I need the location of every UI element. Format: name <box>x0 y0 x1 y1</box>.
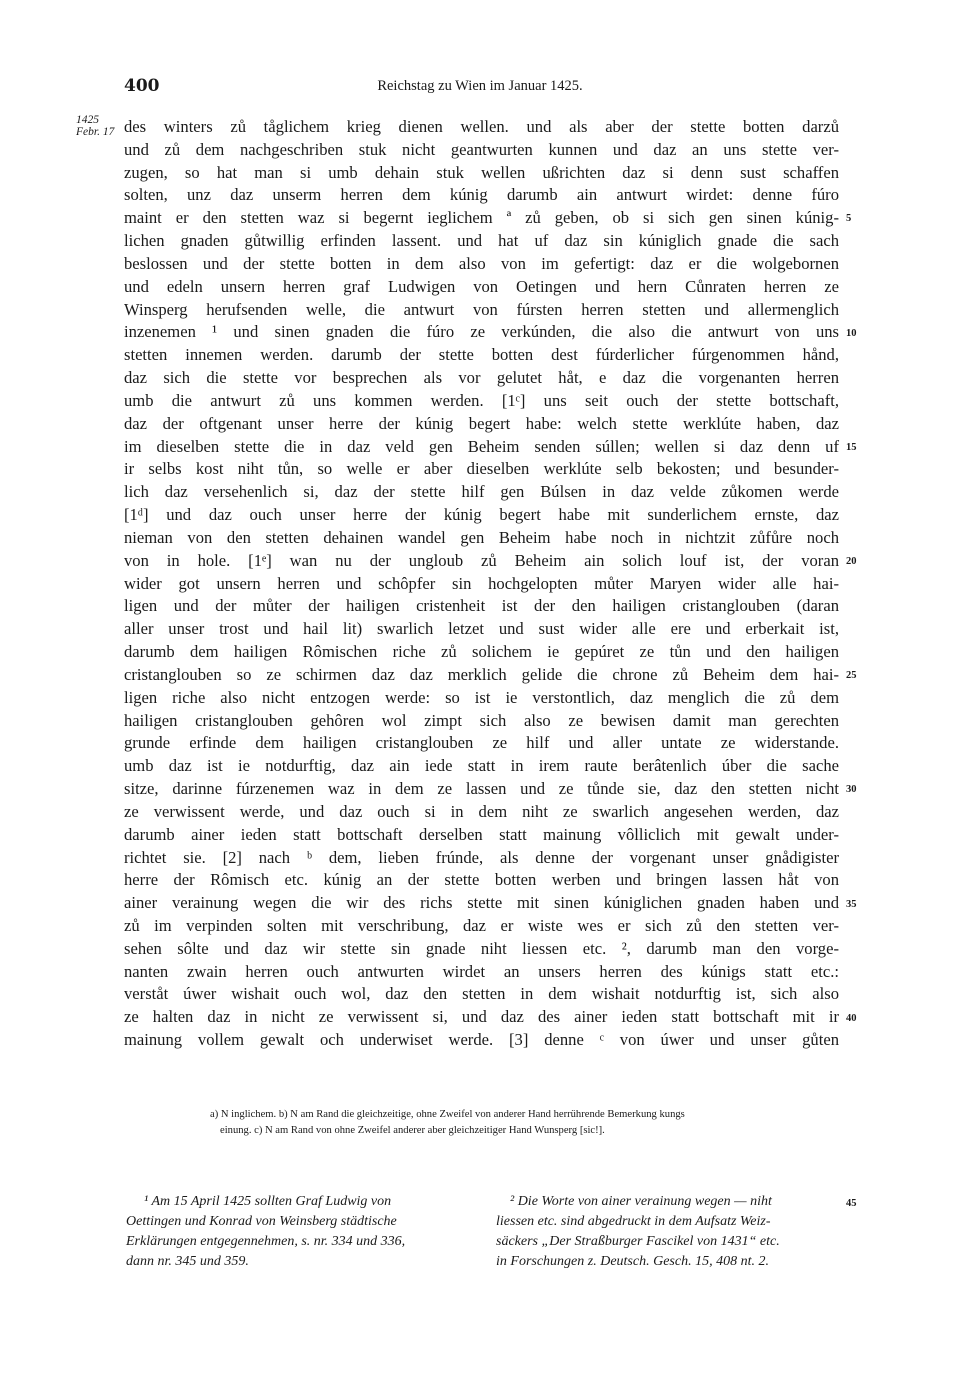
text-line: lich daz versehenlich si, daz der stette hilf gen Búlsen in daz velde zůkomen werde <box>124 482 839 502</box>
footnote-line: Erklärungen entgegennehmen, s. nr. 334 und 336, <box>126 1234 406 1249</box>
line-number: 30 <box>846 784 857 796</box>
text-line: sehen sôlte und daz wir stette sin gnade niht liessen etc. ², darumb man den vorge- <box>124 938 839 958</box>
text-line: zugen, so hat man si umb dehain stuk wellen ußrichten daz si denn sust schaffen <box>124 162 839 182</box>
text-line: ir selbs kost niht tůn, so welle er aber dieselben werklúte selb bekosten; und besunder- <box>124 459 839 479</box>
text-line: beslossen und der stette botten in dem also von im gefertigt: daz er die wolgebornen <box>124 253 839 273</box>
text-line: grunde erfinde dem hailigen cristanglouben ze hilf und aller untate ze widerstande. <box>124 733 839 753</box>
text-line: inzenemen ¹ und sinen gnaden die fúro ze verkúnden, die also die antwurt von uns <box>124 322 839 342</box>
footnote-line: säckers „Der Straßburger Fascikel von 1431“ etc. <box>496 1234 780 1249</box>
page-number: 400 <box>124 76 160 96</box>
text-line: richtet sie. [2] nach ᵇ dem, lieben frúnde, als denne der vorgenant unser gnådigister <box>124 847 839 867</box>
text-line: ze halten daz in nicht ze verwissent si, und daz des ainer ieden statt bottschaft mit ir <box>124 1007 839 1027</box>
text-line: daz sich die stette vor besprechen als vor gelutet håt, e daz die vorgenanten herren <box>124 368 839 388</box>
text-line: nanten zwain herren ouch antwurten wirdet an unsers herren des kúnigs statt etc.: <box>124 961 839 981</box>
text-line: und zů dem nachgeschriben stuk nicht geantwurten kunnen und daz an uns stette ver- <box>124 139 839 159</box>
text-line: aller unser trost und hail lit) swarlich letzet und sust wider alle ere und erberkait ist, <box>124 619 839 639</box>
footnote-1 <box>126 1192 476 1272</box>
text-line: verståt úwer wishait ouch wol, daz den stetten in dem wishait notdurftig ist, sich also <box>124 984 839 1004</box>
footnote-line: liessen etc. sind abgedruckt in dem Aufsatz Weiz- <box>496 1214 771 1229</box>
text-line: stetten innemen werden. darumb der stette botten dest fúrderlicher fúrgenommen hånd, <box>124 345 839 365</box>
text-line: umb die antwurt zů uns kommen werden. [1ᶜ] uns seit ouch der stette bottschaft, <box>124 390 839 410</box>
text-line: sitze, darinne fúrzenemen waz in dem ze lassen und ze tůnde sie, daz den stetten nicht <box>124 779 839 799</box>
text-line: des winters zů tåglichem krieg dienen wellen. und als aber der stette botten darzů <box>124 117 839 136</box>
critical-apparatus <box>210 1107 840 1139</box>
text-line: cristanglouben so ze schirmen daz daz merklich gelide die chrone zů Beheim dem hai- <box>124 664 839 684</box>
text-line: umb daz ist ie notdurftig, daz ain iede statt in irem raute berâtenlich úber die sache <box>124 756 839 776</box>
text-line: hailigen cristanglouben gehôren wol zimpt sich also ze bewisen damit man gerechten <box>124 710 839 730</box>
margin-date-note <box>76 114 124 138</box>
footnote-line: Oettingen und Konrad von Weinsberg städtische <box>126 1214 397 1229</box>
text-line: darumb dem hailigen Rômischen riche zů solichem ie gepúret ze tůn und den hailigen <box>124 642 839 662</box>
text-line: mainung vollem gewalt och underwiset werde. [3] denne ᶜ von úwer und unser gůten <box>124 1030 839 1050</box>
text-line: wider got unsern herren und schôpfer sin hochgelopten můter Maryen wider alle hai- <box>124 573 839 593</box>
margin-year: 1425 <box>76 114 99 126</box>
line-number: 20 <box>846 555 857 567</box>
text-line: ligen und der můter der hailigen cristenheit ist der den hailigen cristanglouben (daran <box>124 596 839 616</box>
text-line: solten, unz daz unserm herren dem kúnig darumb ain antwurt wirdet: denne fúro <box>124 185 839 205</box>
text-line: und edeln unsern herren graf Ludwigen von Oetingen und hern Cůnraten herren ze <box>124 276 839 296</box>
text-line: lichen gnaden gůtwillig erfinden lassent. und hat uf daz sin kúniglich gnade die sach <box>124 231 839 251</box>
apparatus-line: einung. c) N am Rand von ohne Zweifel anderer aber gleichzeitiger Hand Wunsperg [sic!]. <box>220 1125 605 1136</box>
margin-date: Febr. 17 <box>76 126 115 138</box>
text-line: maint er den stetten waz si begernt ieglichem ª zů geben, ob si sich gen sinen kúnig- <box>124 208 839 228</box>
apparatus-line: a) N inglichem. b) N am Rand die gleichzeitige, ohne Zweifel von anderer Hand herrührende Bemerkung kungs <box>210 1109 685 1120</box>
footnote-2 <box>496 1192 840 1272</box>
line-number: 25 <box>846 670 857 682</box>
footnote-line: dann nr. 345 und 359. <box>126 1254 249 1269</box>
text-line: zů im verpinden solten mit verschribung, daz er wiste wes er sich zů den stetten ver- <box>124 915 839 935</box>
line-number: 15 <box>846 441 857 453</box>
text-line: daz der oftgenant unser herre der kúnig begert habe: welch stette werklúte haben, daz <box>124 413 839 433</box>
footnote-line-number: 45 <box>846 1198 857 1209</box>
main-text <box>124 116 839 1052</box>
text-line: von in hole. [1ᵉ] wan nu der ungloub zů Beheim ain solich louf ist, der voran <box>124 550 839 570</box>
text-line: im dieselben stette die in daz veld gen Beheim senden súllen; wellen si daz denn uf <box>124 436 839 456</box>
footnote-line: ¹ Am 15 April 1425 sollten Graf Ludwig von <box>144 1194 392 1209</box>
text-line: darumb ainer ieden statt bottschaft derselben statt mainung vôlliclich mit gewalt under- <box>124 824 839 844</box>
text-line: ligen riche also nicht entzogen werde: so ist ie verstontlich, daz mengliсh die zů dem <box>124 687 839 707</box>
running-title: Reichstag zu Wien im Januar 1425. <box>377 78 583 94</box>
line-number: 10 <box>846 327 857 339</box>
text-line: nieman von den stetten dehainen wandel gen Beheim habe noch in nichtzit zůfůre noch <box>124 527 839 547</box>
text-line: ze verwissent werde, und daz ouch si in dem niht ze swarlich angesehen werden, daz <box>124 801 839 821</box>
text-line: Winsperg herufsenden welle, die antwurt von fúrsten herren stetten und allermenglich <box>124 299 839 319</box>
footnote-line: in Forschungen z. Deutsch. Gesch. 15, 408 nt. 2. <box>496 1254 769 1269</box>
text-line: [1ᵈ] und daz ouch unser herre der kúnig begert habe mit sunderlichem ernste, daz <box>124 505 839 525</box>
line-number: 5 <box>846 213 852 225</box>
footnote-line: ² Die Worte von ainer verainung wegen — niht <box>510 1194 772 1209</box>
text-line: ainer verainung wegen die wir des richs stette mit sinen kúniglichen gnaden haben und <box>124 893 839 913</box>
text-line: herre der Rômisch etc. kúnig an der stette botten werben und bringen lassen håt von <box>124 870 839 890</box>
line-number: 40 <box>846 1012 857 1024</box>
line-number: 35 <box>846 898 857 910</box>
